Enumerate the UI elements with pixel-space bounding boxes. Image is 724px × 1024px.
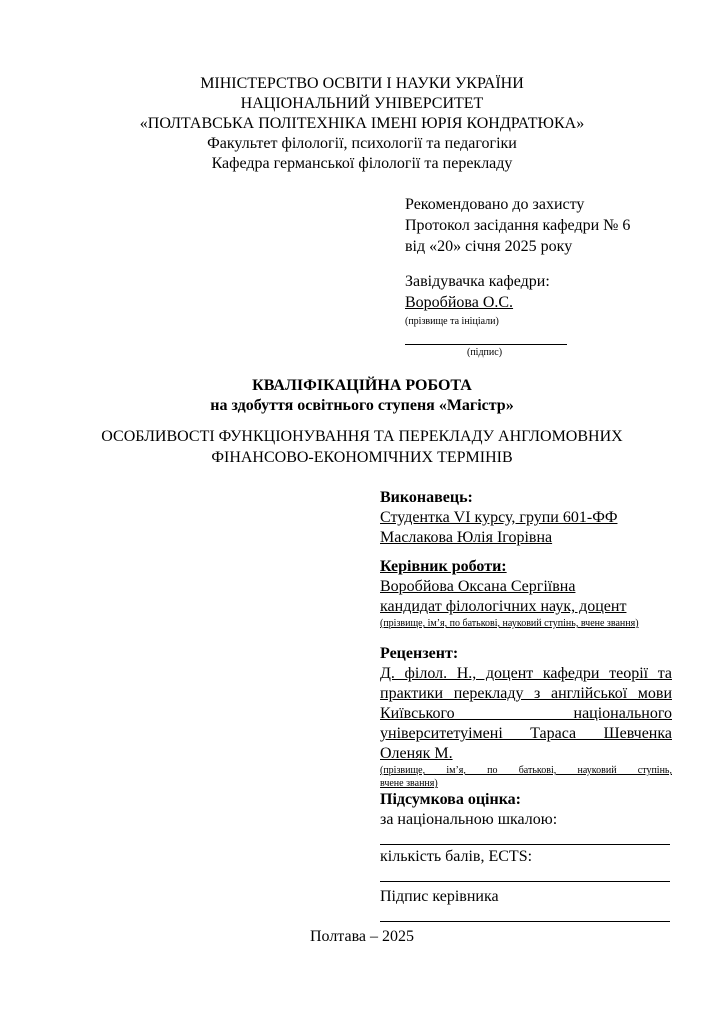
grade-ects-label: кількість балів, ECTS:: [380, 848, 533, 865]
grade-signature-blank: [380, 907, 670, 922]
reviewer-block: [380, 644, 672, 790]
topic-line: ОСОБЛИВОСТІ ФУНКЦІОНУВАННЯ ТА ПЕРЕКЛАДУ АНГЛОМОВНИХ: [101, 428, 623, 445]
supervisor-label: Керівник роботи:: [380, 558, 507, 575]
header-line: Факультет філології, психології та педагогіки: [207, 135, 517, 152]
executor-line: Маслакова Юлія Ігорівна: [380, 529, 553, 546]
reviewer-line: Оленяк М.: [380, 745, 453, 762]
reviewer-caption: (прізвище, ім’я, по батькові, науковий ступінь,: [380, 765, 672, 776]
city-year: Полтава – 2025: [309, 928, 415, 945]
approval-line: Протокол засідання кафедри № 6: [405, 217, 631, 234]
supervisor-line: кандидат філологічних наук, доцент: [380, 598, 627, 615]
signature-line: [405, 328, 567, 345]
grade-national-blank: [380, 830, 670, 845]
executor-label: Виконавець:: [380, 489, 473, 506]
ministry-header: [0, 74, 724, 174]
head-name: Воробйова О.С.: [405, 294, 514, 311]
approval-block: [405, 194, 665, 359]
signature-caption: (підпис): [467, 347, 503, 358]
work-title: КВАЛІФІКАЦІЙНА РОБОТА: [252, 377, 472, 394]
grade-national-label: за національною шкалою:: [380, 811, 558, 828]
grade-block: [380, 790, 672, 922]
reviewer-caption: вчене звання): [380, 778, 438, 789]
work-subtitle: на здобуття освітнього ступеня «Магістр»: [210, 397, 514, 414]
work-title-block: [0, 376, 724, 416]
header-line: Кафедра германської філології та перекладу: [211, 155, 513, 172]
reviewer-line: практики перекладу з англійської мови: [380, 685, 672, 702]
supervisor-block: [380, 557, 672, 630]
approval-line: Рекомендовано до захисту: [405, 196, 585, 213]
reviewer-label: Рецензент:: [380, 645, 459, 662]
reviewer-line: університетуімені Тараса Шевченка: [380, 725, 672, 742]
executor-line: Студентка VI курсу, групи 601-ФФ: [380, 509, 618, 526]
grade-signature-label: Підпис керівника: [380, 888, 499, 905]
reviewer-line: Д. філол. Н., доцент кафедри теорії та: [380, 665, 672, 682]
supervisor-line: Воробйова Оксана Сергіївна: [380, 578, 576, 595]
supervisor-caption: (прізвище, ім’я, по батькові, науковий ступінь, вчене звання): [380, 618, 639, 629]
reviewer-line: Київського національного: [380, 705, 672, 722]
header-line: «ПОЛТАВСЬКА ПОЛІТЕХНІКА ІМЕНІ ЮРІЯ КОНДРАТЮКА»: [139, 115, 585, 132]
approval-line: від «20» січня 2025 року: [405, 238, 573, 255]
executor-block: [380, 488, 672, 548]
grade-label: Підсумкова оцінка:: [380, 791, 521, 808]
topic-block: [0, 426, 724, 468]
topic-line: ФІНАНСОВО-ЕКОНОМІЧНИХ ТЕРМІНІВ: [211, 449, 513, 466]
name-caption: (прізвище та ініціали): [405, 316, 499, 327]
head-label: Завідувачка кафедри:: [405, 273, 550, 290]
header-line: НАЦІОНАЛЬНИЙ УНІВЕРСИТЕТ: [240, 95, 484, 112]
grade-ects-blank: [380, 867, 670, 882]
header-line: МІНІСТЕРСТВО ОСВІТИ І НАУКИ УКРАЇНИ: [200, 75, 524, 92]
